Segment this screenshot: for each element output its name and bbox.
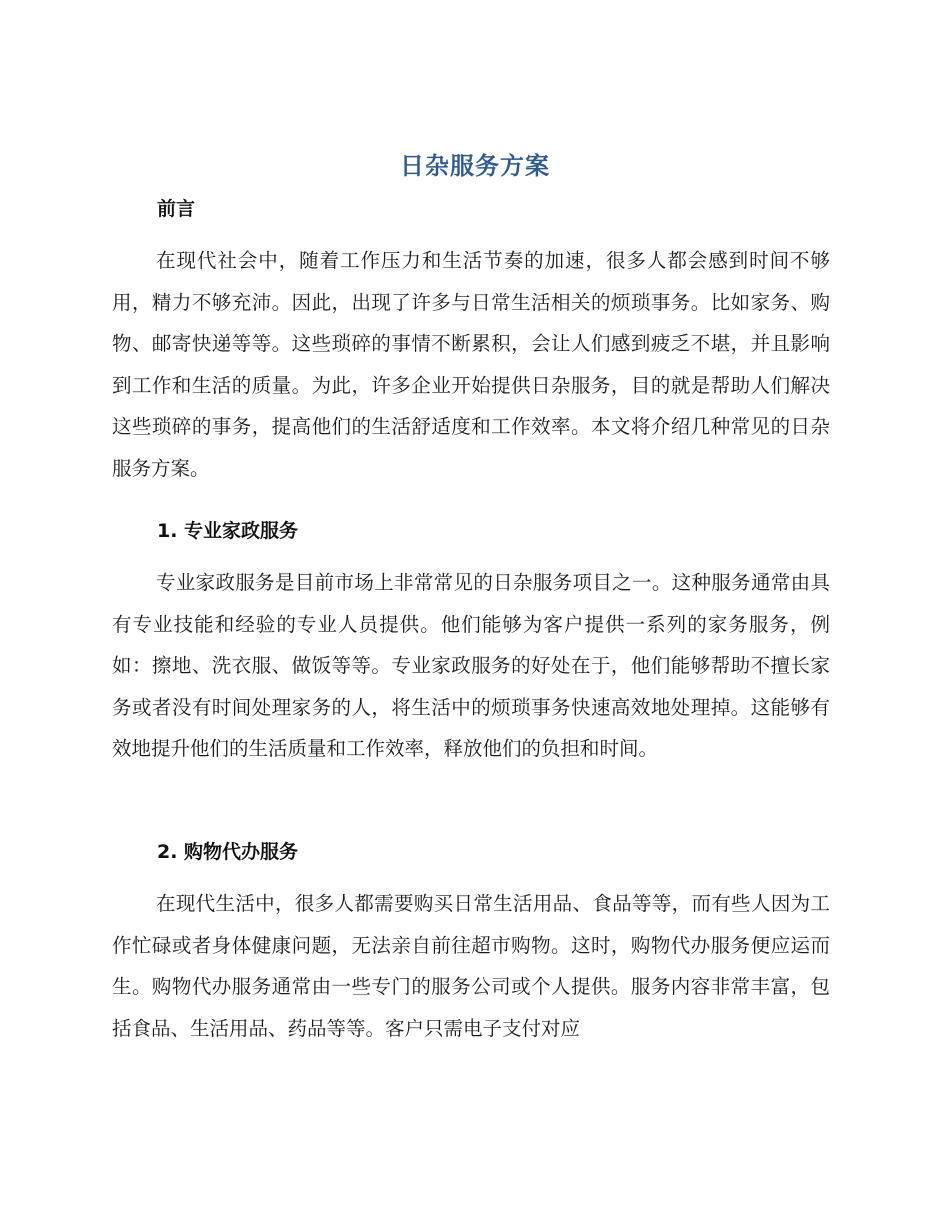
section-heading-shopping: 2. 购物代办服务	[157, 841, 299, 863]
document-title: 日杂服务方案	[400, 152, 550, 180]
section-paragraph-housekeeping: 专业家政服务是目前市场上非常常见的日杂服务项目之一。这种服务通常由具有专业技能和经验的专业人员提供。他们能够为客户提供一系列的家务服务，例如：擦地、洗衣服、做饭等等。专业家政服务的好处在于，他们能够帮助不擅长家务或者没有时间处理家务的人，将生活中的烦琐事务快速高效地处理掉。这能够有效地提升他们的生活质量和工作效率，释放他们的负担和时间。	[112, 571, 830, 760]
section-paragraph-preface: 在现代社会中，随着工作压力和生活节奏的加速，很多人都会感到时间不够用，精力不够充沛。因此，出现了许多与日常生活相关的烦琐事务。比如家务、购物、邮寄快递等等。这些琐碎的事情不断累积，会让人们感到疲乏不堪，并且影响到工作和生活的质量。为此，许多企业开始提供日杂服务，目的就是帮助人们解决这些琐碎的事务，提高他们的生活舒适度和工作效率。本文将介绍几种常见的日杂服务方案。	[112, 249, 830, 480]
section-heading-housekeeping: 1. 专业家政服务	[157, 520, 299, 542]
section-paragraph-shopping: 在现代生活中，很多人都需要购买日常生活用品、食品等等，而有些人因为工作忙碌或者身体健康问题，无法亲自前往超市购物。这时，购物代办服务便应运而生。购物代办服务通常由一些专门的服务公司或个人提供。服务内容非常丰富，包括食品、生活用品、药品等等。客户只需电子支付对应	[112, 892, 830, 1040]
section-heading-preface: 前言	[157, 198, 196, 220]
